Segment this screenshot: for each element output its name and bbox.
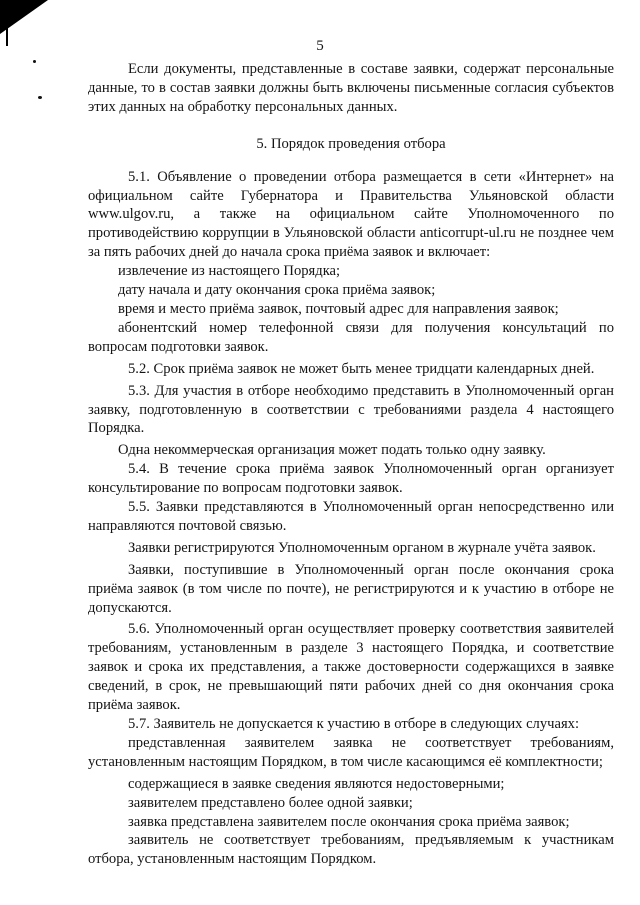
list-item: дату начала и дату окончания срока приёма заявок; xyxy=(118,282,436,299)
page-number: 5 xyxy=(316,38,324,54)
list-item: содержащиеся в заявке сведения являются недостоверными; xyxy=(128,775,505,792)
list-item: заявка представлена заявителем после окончания срока приёма заявок; xyxy=(128,813,570,830)
list-item: заявителем представлено более одной заявки; xyxy=(128,794,413,811)
scan-speck xyxy=(33,60,36,63)
paragraph-5-7: 5.7. Заявитель не допускается к участию в отборе в следующих случаях: xyxy=(128,716,580,732)
paragraph-5-3: 5.3. Для участия в отборе необходимо представить в Уполномоченный орган заявку, подготовленную в соответствии с требованиями раздела 4 настоящего Порядка. xyxy=(88,382,614,437)
paragraph-5-5: 5.5. Заявки представляются в Уполномоченный орган непосредственно или направляются почтовой связью. xyxy=(88,499,614,534)
paragraph-consent: Если документы, представленные в составе заявки, содержат персональные данные, то в состав заявки должны быть включены письменные согласия субъектов этих данных на обработку персональных данных. xyxy=(88,61,614,115)
section-heading: 5. Порядок проведения отбора xyxy=(256,135,446,152)
paragraph-5-1: 5.1. Объявление о проведении отбора размещается в сети «Интернет» на официальном сайте Губернатора и Правительства Ульяновской области www.ulgov.ru, а также на официальном сайте Уполномоченного по противодействию коррупции в Ульяновской области anticorrupt-ul.ru не позднее чем за пять рабочих дней до начала срока приёма заявок и включает: xyxy=(88,168,614,261)
paragraph-5-6: 5.6. Уполномоченный орган осуществляет проверку соответствия заявителей требованиям, установленным в разделе 3 настоящего Порядка, и соответствие заявок и срока их представления, а также достоверности содержащихся в заявке сведений, в срок, не превышающий пяти рабочих дней со дня окончания срока приёма заявок. xyxy=(88,621,614,714)
list-item: извлечение из настоящего Порядка; xyxy=(118,263,341,280)
list-item: абонентский номер телефонной связи для получения консультаций по вопросам подготовки заявок. xyxy=(88,319,614,355)
paragraph-5-5-late: Заявки, поступившие в Уполномоченный орган после окончания срока приёма заявок (в том числе по почте), не регистрируются и к участию в отборе не допускаются. xyxy=(88,561,614,616)
document-body xyxy=(88,60,614,869)
list-item: заявитель не соответствует требованиям, предъявляемым к участникам отбора, установленным настоящим Порядком. xyxy=(88,832,614,868)
paragraph-5-3-note: Одна некоммерческая организация может подать только одну заявку. xyxy=(118,442,546,459)
list-item: представленная заявителем заявка не соответствует требованиям, установленным настоящим Порядком, в том числе касающимся её комплектности; xyxy=(88,734,614,770)
list-item: время и место приёма заявок, почтовый адрес для направления заявок; xyxy=(118,300,559,317)
paragraph-5-5-registration: Заявки регистрируются Уполномоченным органом в журнале учёта заявок. xyxy=(128,539,596,556)
paragraph-5-2: 5.2. Срок приёма заявок не может быть менее тридцати календарных дней. xyxy=(128,360,595,377)
paragraph-5-4: 5.4. В течение срока приёма заявок Уполномоченный орган организует консультирование по вопросам подготовки заявок. xyxy=(88,461,614,497)
scan-speck xyxy=(38,96,42,99)
